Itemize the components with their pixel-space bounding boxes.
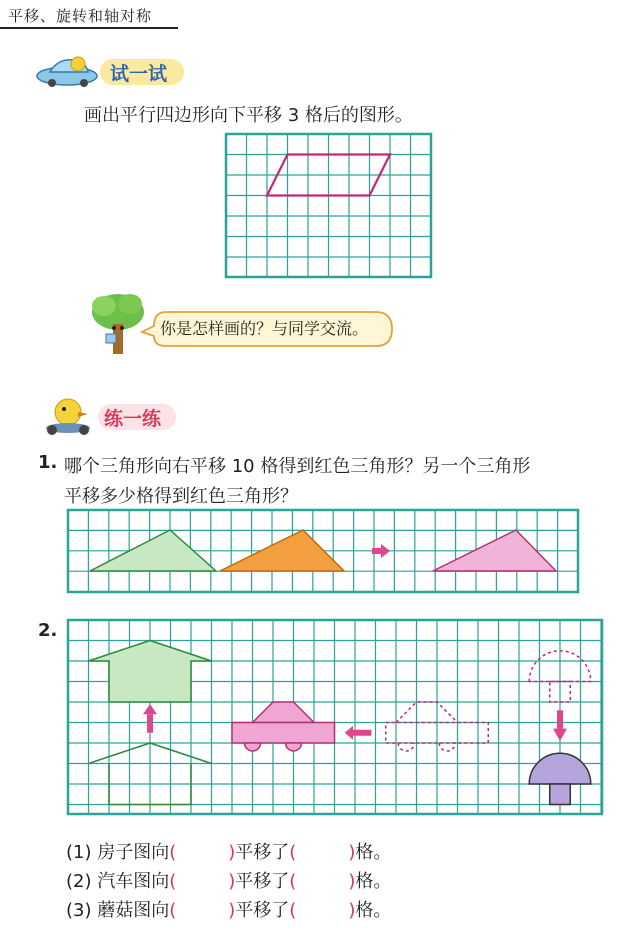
open-paren: ( [169,842,177,863]
car-wheel-dashed [398,743,414,751]
triangle-grid [68,510,580,594]
question-1-number: 1. [38,452,58,473]
close-paren: ) [348,900,356,921]
bubble-text: 你是怎样画的？与同学交流。 [160,319,369,338]
mushroom-stem-filled [550,784,571,805]
answer-row [66,867,391,893]
practice-section-label: 练一练 [104,408,162,430]
car-roof-filled [253,702,315,723]
try-section-label: 试一试 [110,63,168,85]
answer-row-end: 格。 [355,842,392,863]
bird-icon [38,396,98,436]
answer-row-subject: 汽车图向 [97,871,170,892]
mushroom-cap-filled [529,753,591,784]
answer-row-mid: 平移了 [235,842,290,863]
header-rule [0,27,178,29]
answer-row-number: (1) [66,842,92,863]
answer-row-mid: 平移了 [235,871,290,892]
close-paren: ) [228,842,236,863]
answer-row [66,838,391,864]
close-paren: ) [348,842,356,863]
close-paren: ) [228,871,236,892]
close-paren: ) [348,871,356,892]
try-grid [226,134,434,280]
arrow-shaft [372,548,382,554]
down-arrow-icon [553,729,567,741]
arrow-shaft [147,714,153,732]
chapter-title: 平移、旋转和轴对称 [8,7,153,25]
try-instruction: 画出平行四边形向下平移 3 格后的图形。 [84,105,413,126]
arrow-shaft [353,730,371,736]
car-wheel [245,743,261,751]
car-roof-dashed [396,702,458,723]
house-green-filled [89,641,212,703]
answer-row-subject: 蘑菇图向 [97,900,170,921]
shapes-grid [68,620,604,816]
open-paren: ( [289,842,297,863]
open-paren: ( [289,871,297,892]
answer-row [66,896,391,922]
question-1-line2: 平移多少格得到红色三角形？ [64,486,298,507]
question-1-line1: 哪个三角形向右平移 10 格得到红色三角形？另一个三角形 [64,456,531,477]
answer-row-end: 格。 [355,900,392,921]
question-2-number: 2. [38,620,58,641]
arrow-shaft [557,710,563,728]
car-body-filled [232,723,335,744]
car-wheel [286,743,302,751]
right-arrow-icon [381,544,390,558]
answer-row-subject: 房子图向 [97,842,170,863]
open-paren: ( [289,900,297,921]
car-icon [34,52,100,88]
car-wheel-dashed [439,743,455,751]
open-paren: ( [169,900,177,921]
answer-row-end: 格。 [355,871,392,892]
close-paren: ) [228,900,236,921]
up-arrow-icon [143,704,157,714]
page-header [0,0,640,30]
open-paren: ( [169,871,177,892]
answer-row-number: (2) [66,871,92,892]
answer-row-number: (3) [66,900,92,921]
answer-row-mid: 平移了 [235,900,290,921]
left-arrow-icon [345,726,353,740]
